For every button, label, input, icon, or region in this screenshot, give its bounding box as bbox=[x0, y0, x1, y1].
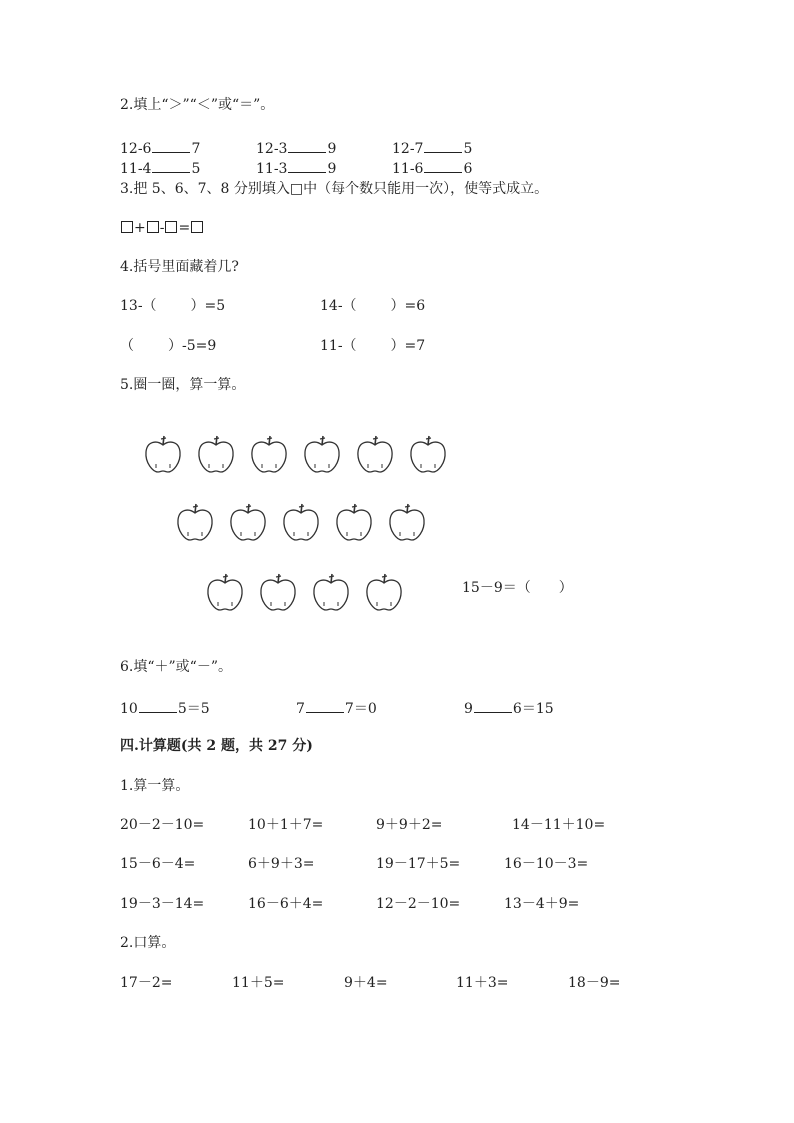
answer-blank[interactable] bbox=[288, 158, 326, 173]
compare-item bbox=[120, 138, 200, 158]
answer-box[interactable] bbox=[121, 221, 133, 233]
sign-right: 7＝0 bbox=[344, 701, 377, 717]
calc-item: 19－17＋5= bbox=[376, 856, 461, 872]
answer-blank[interactable] bbox=[139, 698, 177, 713]
answer-blank[interactable] bbox=[306, 698, 344, 713]
answer-box[interactable] bbox=[147, 221, 159, 233]
calc-item: 9＋9＋2= bbox=[376, 817, 443, 833]
compare-left: 12-3 bbox=[256, 141, 288, 157]
apple-icon bbox=[334, 500, 374, 544]
sign-left: 10 bbox=[120, 701, 138, 717]
calc-item: 16－10－3= bbox=[504, 856, 589, 872]
calc-item: 6＋9＋3= bbox=[248, 856, 315, 872]
calc1-title: 1.算一算。 bbox=[120, 778, 190, 794]
q5-title: 5.圈一圈，算一算。 bbox=[120, 377, 246, 393]
apple-icon bbox=[175, 500, 215, 544]
expr-before: 11-（ bbox=[320, 338, 357, 354]
oral-item: 11＋3= bbox=[456, 975, 509, 991]
answer-blank[interactable] bbox=[288, 138, 326, 153]
apple-icon bbox=[228, 500, 268, 544]
apple-icon bbox=[143, 432, 183, 476]
equals-sign: = bbox=[178, 220, 191, 236]
expr-after: ）=6 bbox=[390, 298, 426, 314]
compare-left: 12-7 bbox=[392, 141, 424, 157]
apple-icon bbox=[302, 432, 342, 476]
expr-before: （ bbox=[120, 338, 134, 354]
apple-icon bbox=[249, 432, 289, 476]
answer-blank[interactable] bbox=[152, 138, 190, 153]
compare-item bbox=[392, 158, 472, 178]
compare-right: 9 bbox=[327, 141, 337, 157]
q3-title: 3.把 5、6、7、8 分别填入□中（每个数只能用一次），使等式成立。 bbox=[120, 181, 549, 197]
apple-icon bbox=[281, 500, 321, 544]
calc2-title: 2.口算。 bbox=[120, 935, 176, 951]
expr-after: ）=7 bbox=[390, 338, 426, 354]
compare-item bbox=[120, 158, 200, 178]
answer-blank[interactable] bbox=[424, 158, 462, 173]
apple-icon bbox=[311, 570, 351, 614]
sign-right: 6＝15 bbox=[512, 701, 554, 717]
sign-item bbox=[120, 698, 210, 718]
sign-right: 5＝5 bbox=[177, 701, 210, 717]
apple-icon bbox=[364, 570, 404, 614]
answer-blank[interactable] bbox=[424, 138, 462, 153]
section-title: 四.计算题(共 2 题，共 27 分) bbox=[120, 738, 313, 754]
calc-item: 15－6－4= bbox=[120, 856, 196, 872]
apple-icon bbox=[355, 432, 395, 476]
minus-sign: - bbox=[159, 220, 165, 236]
calc-item: 10＋1＋7= bbox=[248, 817, 324, 833]
answer-box[interactable] bbox=[191, 221, 203, 233]
expr-after: ）-5=9 bbox=[168, 338, 217, 354]
compare-item bbox=[256, 138, 336, 158]
apple-icon bbox=[205, 570, 245, 614]
calc-item: 14－11＋10= bbox=[512, 817, 606, 833]
hidden-number-item bbox=[120, 337, 216, 355]
answer-blank[interactable] bbox=[152, 158, 190, 173]
box-equation bbox=[120, 219, 204, 237]
compare-left: 11-4 bbox=[120, 161, 152, 177]
compare-left: 12-6 bbox=[120, 141, 152, 157]
oral-item: 9＋4= bbox=[344, 975, 388, 991]
compare-right: 9 bbox=[327, 161, 337, 177]
answer-blank[interactable] bbox=[474, 698, 512, 713]
calc-item: 12－2－10= bbox=[376, 896, 461, 912]
compare-right: 7 bbox=[191, 141, 201, 157]
q4-title: 4.括号里面藏着几? bbox=[120, 259, 239, 275]
calc-item: 19－3－14= bbox=[120, 896, 205, 912]
expr-after: ）=5 bbox=[190, 298, 226, 314]
sign-item bbox=[464, 698, 554, 718]
expr-before: 13-（ bbox=[120, 298, 157, 314]
sign-left: 7 bbox=[296, 701, 305, 717]
oral-item: 17－2= bbox=[120, 975, 173, 991]
compare-right: 5 bbox=[191, 161, 201, 177]
q6-title: 6.填“＋”或“－”。 bbox=[120, 659, 232, 675]
sign-left: 9 bbox=[464, 701, 473, 717]
calc-item: 20－2－10= bbox=[120, 817, 205, 833]
calc-item: 13－4＋9= bbox=[504, 896, 580, 912]
compare-left: 11-3 bbox=[256, 161, 288, 177]
compare-item bbox=[256, 158, 336, 178]
compare-right: 5 bbox=[463, 141, 473, 157]
q5-equation: 15－9＝（ ） bbox=[462, 580, 573, 596]
apple-icon bbox=[387, 500, 427, 544]
apple-icon bbox=[258, 570, 298, 614]
plus-sign: + bbox=[134, 220, 146, 236]
oral-item: 18－9= bbox=[568, 975, 621, 991]
oral-item: 11＋5= bbox=[232, 975, 285, 991]
expr-before: 14-（ bbox=[320, 298, 357, 314]
answer-box[interactable] bbox=[165, 221, 177, 233]
apple-icon bbox=[196, 432, 236, 476]
calc-item: 16－6＋4= bbox=[248, 896, 324, 912]
apple-icon bbox=[408, 432, 448, 476]
compare-left: 11-6 bbox=[392, 161, 424, 177]
hidden-number-item bbox=[120, 297, 225, 315]
q2-title: 2.填上“＞”“＜”或“＝”。 bbox=[120, 97, 275, 113]
compare-right: 6 bbox=[463, 161, 473, 177]
hidden-number-item bbox=[320, 337, 425, 355]
hidden-number-item bbox=[320, 297, 425, 315]
compare-item bbox=[392, 138, 472, 158]
sign-item bbox=[296, 698, 377, 718]
